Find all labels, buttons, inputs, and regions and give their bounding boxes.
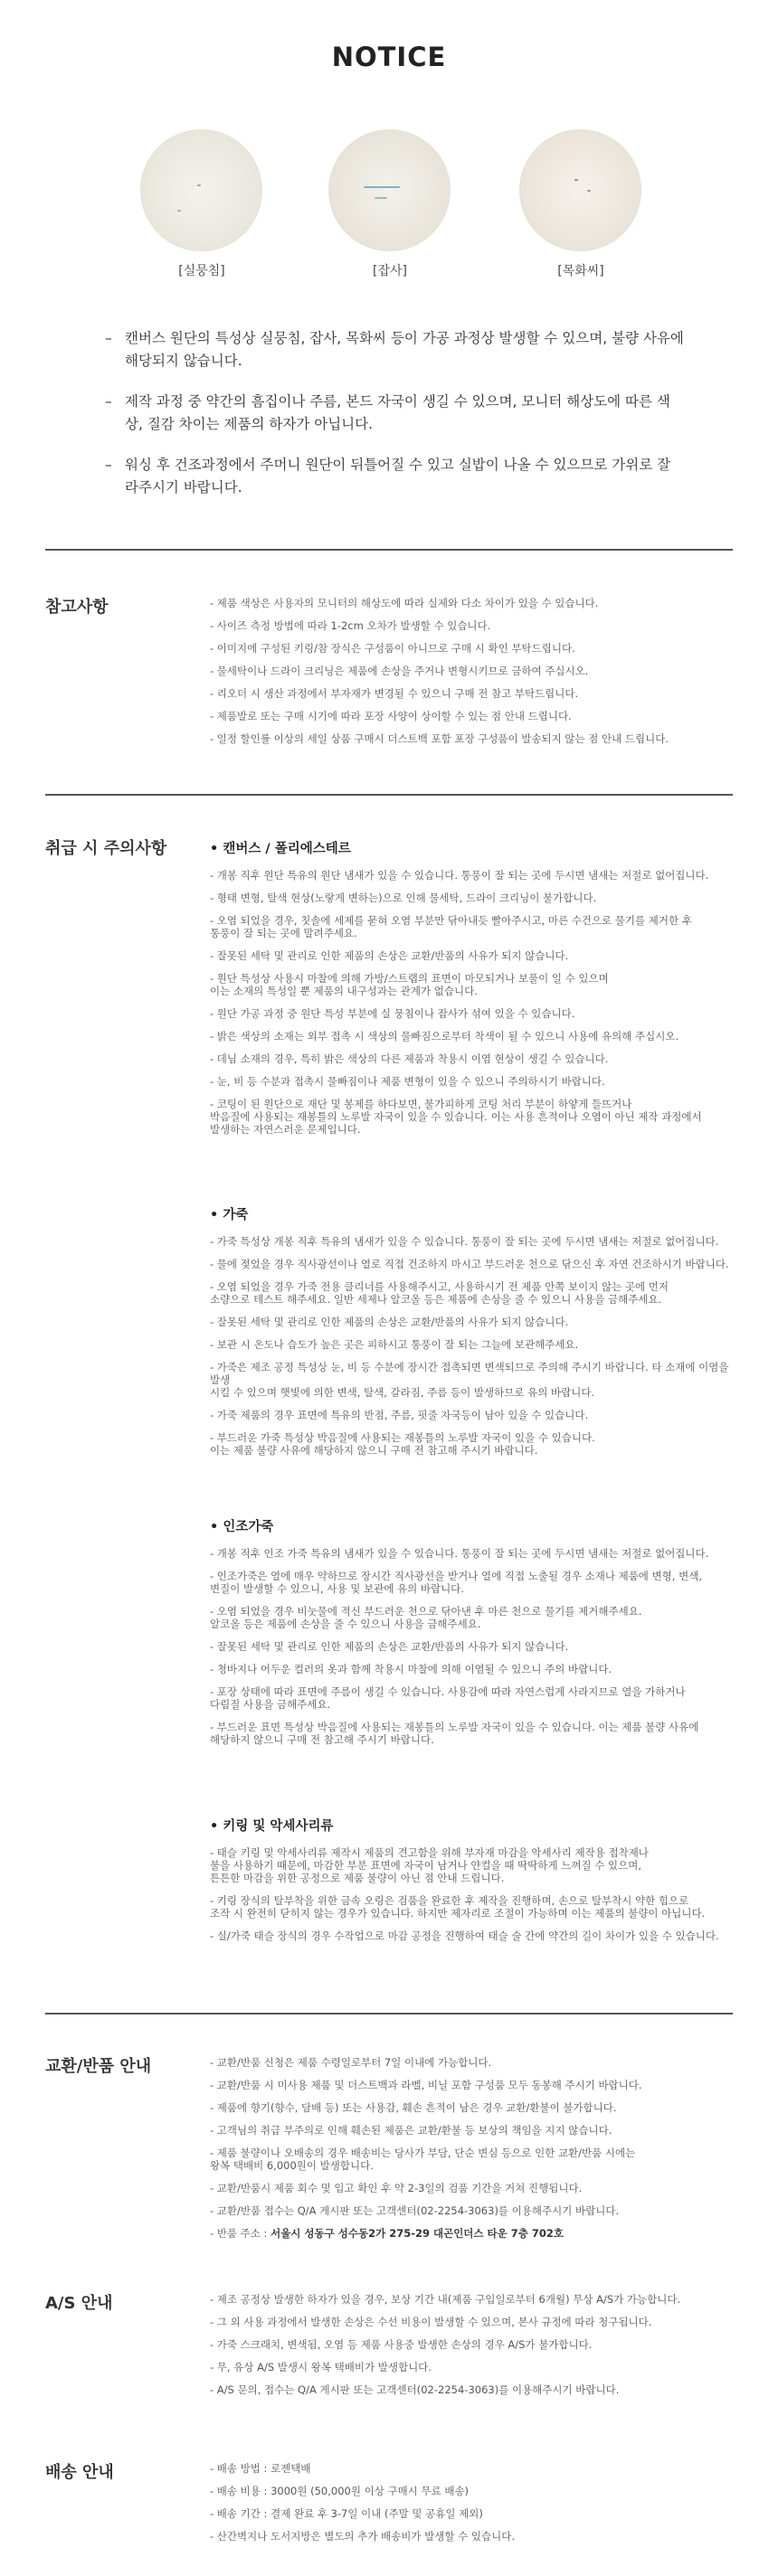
section-divider xyxy=(45,794,733,796)
list-item: - 오염 되었을 경우 비눗물에 적신 부드러운 천으로 닦아낸 후 마른 천으로 물기를 제거해주세요. 알코올 등은 제품에 손상을 줄 수 있으니 사용을 금해주세요. xyxy=(210,1605,642,1630)
list-item: - 제품 색상은 사용자의 모니터의 해상도에 따라 실제와 다소 차이가 있을 수 있습니다. xyxy=(210,597,599,609)
list-item: - 보관 시 온도나 습도가 높은 곳은 피하시고 통풍이 잘 되는 그늘에 보관해주세요. xyxy=(210,1338,579,1351)
list-item: - 부드러운 표면 특성상 박음질에 사용되는 재봉틀의 노루발 자국이 있을 수 있습니다. 이는 제품 불량 사유에 해당하지 않으니 구매 전 참고해 주시기 바랍니다. xyxy=(210,1721,699,1746)
list-item: - 배송 기간 : 결제 완료 후 3-7일 이내 (주말 및 공휴일 제외) xyxy=(210,2507,483,2520)
fabric-swatch-slub-image xyxy=(140,129,262,251)
list-item: - 눈, 비 등 수분과 접촉시 물빠짐이나 제품 변형이 있을 수 있으니 주의하시기 바랍니다. xyxy=(210,1075,605,1088)
list-item: - 제품 불량이나 오배송의 경우 배송비는 당사가 부담, 단순 변심 등으로 인한 교환/반품 시에는 왕복 택배비 6,000원이 발생합니다. xyxy=(210,2147,636,2172)
shipping-list xyxy=(210,2462,735,2552)
list-item: - 리오더 시 생산 과정에서 부자재가 변경될 수 있으니 구매 전 참고 부탁드립니다. xyxy=(210,687,579,700)
list-item: - 제품발로 또는 구매 시기에 따라 포장 사양이 상이할 수 있는 점 안내 드립니다. xyxy=(210,710,572,722)
seed-mark xyxy=(587,190,591,192)
exchange-heading: 교환/반품 안내 xyxy=(45,2057,152,2076)
list-item: - 교환/반품 신청은 제품 수령일로부터 7일 이내에 가능합니다. xyxy=(210,2056,492,2069)
list-item: - 가죽은 제조 공정 특성상 눈, 비 등 수분에 장시간 접촉되면 변색되므로 주의해 주시기 바랍니다. 타 소재에 이염을 발생 시킬 수 있으며 햇빛에 의한 변색, 탈색, 갈라짐, 주름 등이 발생하므로 유의 바랍니다. xyxy=(210,1361,729,1399)
list-item: - 형태 변형, 탈색 현상(노랗게 변하는)으로 인해 물세탁, 드라이 크리닝이 불가합니다. xyxy=(210,892,597,904)
list-item: - 오염 되었을 경우 가죽 전용 클리너를 사용해주시고, 사용하시기 전 제품 안쪽 보이지 않는 곳에 먼저 소량으로 테스트 해주세요. 일반 세제나 알코올 등은 제품에 손상을 줄 수 있으니 사용을 금해주세요. xyxy=(210,1280,669,1306)
fleck-mark xyxy=(197,184,201,186)
list-item: - 제조 공정상 발생한 하자가 있을 경우, 보상 기간 내(제품 구입일로부터 6개월) 무상 A/S가 가능합니다. xyxy=(210,2293,681,2306)
list-item: - 청바지나 어두운 컬러의 옷과 함께 착용시 마찰에 의해 이염될 수 있으니 주의 바랍니다. xyxy=(210,1663,612,1675)
fabric-swatch-cottonseed-image xyxy=(519,129,641,251)
list-item: - 가죽 스크래치, 변색됨, 오염 등 제품 사용중 발생한 손상의 경우 A/S가 불가합니다. xyxy=(210,2338,593,2351)
list-item: - 교환/반품 접수는 Q/A 게시판 또는 고객센터(02-2254-3063)를 이용해주시기 바랍니다. xyxy=(210,2204,620,2217)
list-item: - 고객님의 취급 부주의로 인해 훼손된 제품은 교환/환불 등 보상의 책임을 지지 않습니다. xyxy=(210,2124,612,2137)
notice-item: – 캔버스 원단의 특성상 실뭉침, 잡사, 목화씨 등이 가공 과정상 발생할 수 있으며, 불량 사유에 해당되지 않습니다. xyxy=(105,327,684,373)
list-item: - A/S 문의, 접수는 Q/A 게시판 또는 고객센터(02-2254-3063)를 이용해주시기 바랍니다. xyxy=(210,2383,620,2396)
list-item: - 코팅이 된 원단으로 재단 및 봉제를 하다보면, 불가피하게 코팅 처리 부분이 하얗게 들뜨거나 박음질에 사용되는 재봉틀의 노루발 자국이 있을 수 있습니다. 이는 사용 흔적이나 오염이 아닌 제작 과정에서 발생하는 자연스러운 문제입니다. xyxy=(210,1098,702,1136)
list-item: - 오염 되었을 경우, 칫솔에 세제를 묻혀 오염 부분만 닦아내듯 빨아주시고, 마른 수건으로 물기를 제거한 후 통풍이 잘 되는 곳에 말려주세요. xyxy=(210,914,692,939)
notice-title: NOTICE xyxy=(331,42,447,72)
list-item: - 사이즈 측정 방법에 따라 1-2cm 오차가 발생할 수 있습니다. xyxy=(210,619,491,632)
list-item: - 가죽 제품의 경우 표면에 특유의 반점, 주름, 핏줄 자국등이 남아 있을 수 있습니다. xyxy=(210,1409,589,1421)
care-category-leather xyxy=(210,1204,735,1467)
list-item: - 가죽 특성상 개봉 직후 특유의 냄새가 있을 수 있습니다. 통풍이 잘 되는 곳에 두시면 냄새는 저절로 없어집니다. xyxy=(210,1235,719,1248)
care-heading: 취급 시 주의사항 xyxy=(45,839,167,858)
category-title: • 캔버스 / 폴리에스테르 xyxy=(210,842,351,856)
list-item: - 잘못된 세탁 및 관리로 인한 제품의 손상은 교환/반품의 사유가 되지 않습니다. xyxy=(210,1316,569,1328)
list-item: - 포장 상태에 따라 표면에 주름이 생길 수 있습니다. 사용감에 따라 자연스럽게 사라지므로 열을 가하거나 다림질 사용을 금해주세요. xyxy=(210,1685,686,1711)
care-category-faux-leather xyxy=(210,1516,735,1756)
return-address-label: - 반품 주소 : xyxy=(210,2227,271,2240)
list-item: - 무, 유상 A/S 발생시 왕복 택배비가 발생합니다. xyxy=(210,2361,432,2373)
list-item: - 산간벽지나 도서지방은 별도의 추가 배송비가 발생할 수 있습니다. xyxy=(210,2530,515,2543)
list-item: - 부드러운 가죽 특성상 박음질에 사용되는 재봉틀의 노루발 자국이 있을 수 있습니다. 이는 제품 불량 사유에 해당하지 않으니 구매 전 참고해 주시기 바랍니다. xyxy=(210,1431,595,1457)
list-item: - 교환/반품 시 미사용 제품 및 더스트백과 라벨, 비닐 포함 구성품 모두 동봉해 주시기 바랍니다. xyxy=(210,2079,642,2091)
list-item: - 일정 할인률 이상의 세일 상품 구매시 더스트백 포함 포장 구성품이 발송되지 않는 점 안내 드립니다. xyxy=(210,732,669,745)
list-item: - 밝은 색상의 소재는 외부 접촉 시 색상의 물빠짐으로부터 착색이 될 수 있으니 사용에 유의해 주십시오. xyxy=(210,1030,679,1043)
exchange-list xyxy=(210,2056,735,2250)
section-divider xyxy=(45,2013,733,2015)
list-item: - 그 외 사용 과정에서 발생한 손상은 수선 비용이 발생할 수 있으며, 본사 규정에 따라 청구됩니다. xyxy=(210,2316,652,2328)
shipping-heading: 배송 안내 xyxy=(45,2463,114,2482)
section-divider xyxy=(45,549,733,551)
swatch-caption-thread: [잡사] xyxy=(373,264,407,278)
fabric-swatch-thread-image xyxy=(328,129,451,251)
list-item: - 배송 비용 : 3000원 (50,000원 이상 구매시 무료 배송) xyxy=(210,2485,470,2497)
list-item: - 데님 소재의 경우, 특히 밝은 색상의 다른 제품과 착용시 이염 현상이 생길 수 있습니다. xyxy=(210,1052,609,1065)
list-item: - 잘못된 세탁 및 관리로 인한 제품의 손상은 교환/반품의 사유가 되지 않습니다. xyxy=(210,949,569,962)
list-item: - 실/가죽 태슬 장식의 경우 수작업으로 마감 공정을 진행하여 태슬 술 간에 약간의 길이 차이가 있을 수 있습니다. xyxy=(210,1930,719,1942)
notice-item: – 제작 과정 중 약간의 흠집이나 주름, 본드 자국이 생길 수 있으며, 모니터 해상도에 따른 색상, 질감 차이는 제품의 하자가 아닙니다. xyxy=(105,391,684,436)
swatch-caption-slub: [실뭉침] xyxy=(178,264,225,278)
list-item: - 물세탁이나 드라이 크리닝은 제품에 손상을 주거나 변형시키므로 금하여 주십시오. xyxy=(210,665,589,677)
list-item: - 개봉 직후 원단 특유의 원단 냄새가 있을 수 있습니다. 통풍이 잘 되는 곳에 두시면 냄새는 저절로 없어집니다. xyxy=(210,869,709,882)
list-item: - 인조가죽은 열에 매우 약하므로 장시간 직사광선을 받거나 열에 직접 노출될 경우 소재나 제품에 변형, 변색, 변질이 발생할 수 있으니, 사용 및 보관에 유의 바랍니다. xyxy=(210,1570,702,1595)
category-title: • 가죽 xyxy=(210,1208,249,1222)
list-item: - 태슬 키링 및 악세사리류 제작시 제품의 견고함을 위해 부자재 마감을 악세사리 제작용 접착제나 불을 사용하기 때문에, 마감한 부분 표면에 자국이 남거나 얀컬을 때 딱딱하게 느껴질 수 있으며, 튼튼한 마감을 위한 공정으로 제품 불량이 아닌 점 안내 드립니다. xyxy=(210,1846,649,1884)
list-item: - 제품에 향기(향수, 담배 등) 또는 사용감, 훼손 흔적이 남은 경우 교환/환불이 불가합니다. xyxy=(210,2101,617,2114)
care-category-canvas xyxy=(210,838,735,1146)
list-item: - 배송 방법 : 로젠택배 xyxy=(210,2462,311,2475)
category-title: • 키링 및 악세사리류 xyxy=(210,1819,334,1834)
list-item: - 원단 특성상 사용시 마찰에 의해 가방/스트랩의 표면이 마모되거나 보풀이 일 수 있으며 이는 소재의 특성일 뿐 제품의 내구성과는 관계가 없습니다. xyxy=(210,972,609,997)
return-address-value: 서울시 성동구 성수동2가 275-29 대곤인더스 타운 7층 702호 xyxy=(270,2227,564,2240)
list-item: - 물에 젖었을 경우 직사광선이나 열로 직접 건조하지 마시고 부드러운 천으로 닦으신 후 자연 건조하시기 바랍니다. xyxy=(210,1258,729,1270)
care-category-accessories xyxy=(210,1816,735,1952)
thread-mark xyxy=(375,197,387,199)
reference-heading: 참고사항 xyxy=(45,598,109,617)
thread-mark xyxy=(364,186,400,188)
list-item: - 잘못된 세탁 및 관리로 인한 제품의 손상은 교환/반품의 사유가 되지 않습니다. xyxy=(210,1640,569,1653)
return-address xyxy=(210,2227,735,2240)
as-list xyxy=(210,2293,735,2406)
category-title: • 인조가죽 xyxy=(210,1520,274,1534)
swatch-caption-cottonseed: [목화씨] xyxy=(557,264,604,278)
list-item: - 이미지에 구성된 키링/참 장식은 구성품이 아니므로 구매 시 확인 부탁드립니다. xyxy=(210,642,575,655)
list-item: - 키링 장식의 탈부착을 위한 금속 오링은 검품을 완료한 후 제작을 진행하며, 손으로 탈부착시 약한 힘으로 조작 시 완전히 닫히지 않는 경우가 있습니다. 하지만 제자리로 조절이 가능하며 이는 제품의 불량이 아닙니다. xyxy=(210,1894,706,1920)
notice-item: – 워싱 후 건조과정에서 주머니 원단이 뒤틀어질 수 있고 실밥이 나올 수 있으므로 가위로 잘라주시기 바랍니다. xyxy=(105,454,684,499)
as-heading: A/S 안내 xyxy=(45,2294,113,2313)
list-item: - 교환/반품시 제품 회수 및 입고 확인 후 약 2-3일의 검품 기간을 거쳐 진행됩니다. xyxy=(210,2182,583,2194)
reference-list xyxy=(210,597,735,755)
fleck-mark xyxy=(177,210,181,212)
list-item: - 원단 가공 과정 중 원단 특성 부분에 실 뭉침이나 잡사가 섞여 있을 수 있습니다. xyxy=(210,1007,575,1020)
seed-mark xyxy=(574,179,578,181)
notice-list xyxy=(105,327,684,517)
list-item: - 개봉 직후 인조 가죽 특유의 냄새가 있을 수 있습니다. 통풍이 잘 되는 곳에 두시면 냄새는 저절로 없어집니다. xyxy=(210,1547,709,1560)
